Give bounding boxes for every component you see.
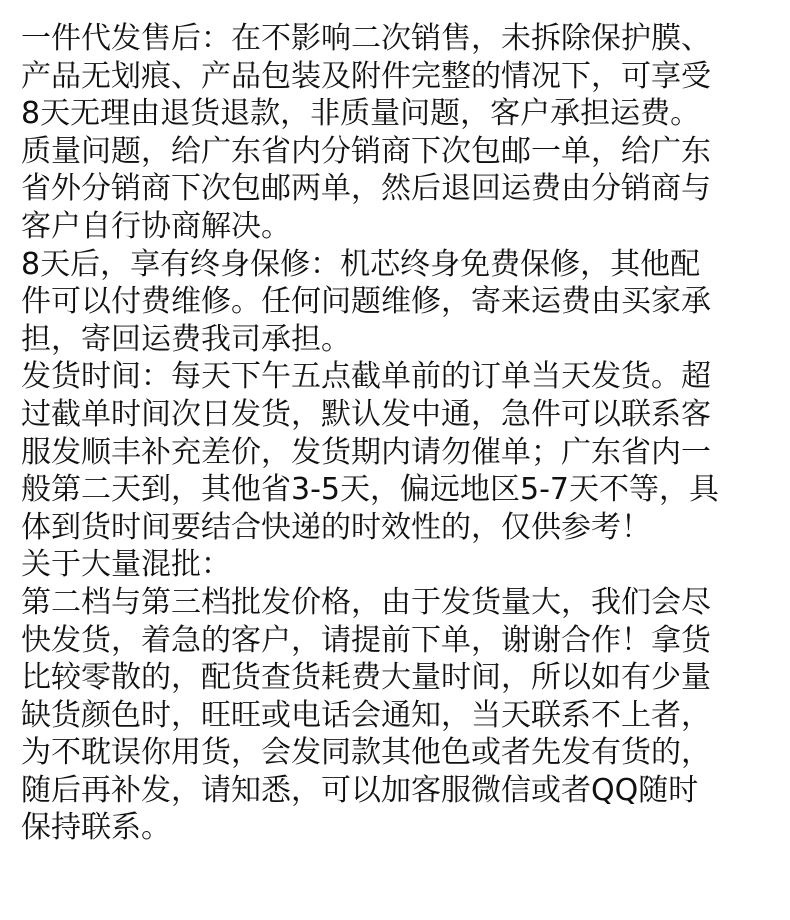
text-line: 随后再补发，请知悉，可以加客服微信或者QQ随时 [21, 772, 699, 808]
text-line: 8天后，享有终身保修：机芯终身免费保修，其他配 [21, 246, 701, 282]
text-line: 件可以付费维修。任何问题维修，寄来运费由买家承 [21, 284, 711, 320]
text-line: 比较零散的，配货查货耗费大量时间，所以如有少量 [21, 660, 711, 696]
policy-text-block [21, 20, 771, 847]
text-line: 省外分销商下次包邮两单，然后退回运费由分销商与 [21, 171, 711, 207]
text-line: 关于大量混批： [21, 547, 231, 583]
text-line: 保持联系。 [21, 810, 171, 846]
text-line: 质量问题，给广东省内分销商下次包邮一单，给广东 [21, 133, 711, 169]
text-line: 一件代发售后：在不影响二次销售，未拆除保护膜、 [21, 21, 711, 56]
text-line: 客户自行协商解决。 [21, 208, 291, 244]
text-line: 缺货颜色时，旺旺或电话会通知，当天联系不上者， [21, 697, 711, 733]
text-line: 第二档与第三档批发价格，由于发货量大，我们会尽 [21, 584, 711, 620]
text-line: 过截单时间次日发货，默认发中通，急件可以联系客 [21, 396, 711, 432]
text-line: 般第二天到，其他省3-5天，偏远地区5-7天不等，具 [21, 472, 719, 508]
text-line: 服发顺丰补充差价，发货期内请勿催单；广东省内一 [21, 434, 711, 470]
text-line: 体到货时间要结合快递的时效性的，仅供参考！ [21, 509, 651, 545]
text-line: 发货时间：每天下午五点截单前的订单当天发货。超 [21, 359, 711, 395]
text-line: 担，寄回运费我司承担。 [21, 321, 351, 357]
text-line: 快发货，着急的客户，请提前下单，谢谢合作！拿货 [21, 622, 711, 658]
text-line: 产品无划痕、产品包装及附件完整的情况下，可享受 [21, 58, 711, 94]
text-line: 8天无理由退货退款，非质量问题，客户承担运费。 [21, 96, 701, 132]
text-line: 为不耽误你用货，会发同款其他色或者先发有货的， [21, 735, 711, 771]
